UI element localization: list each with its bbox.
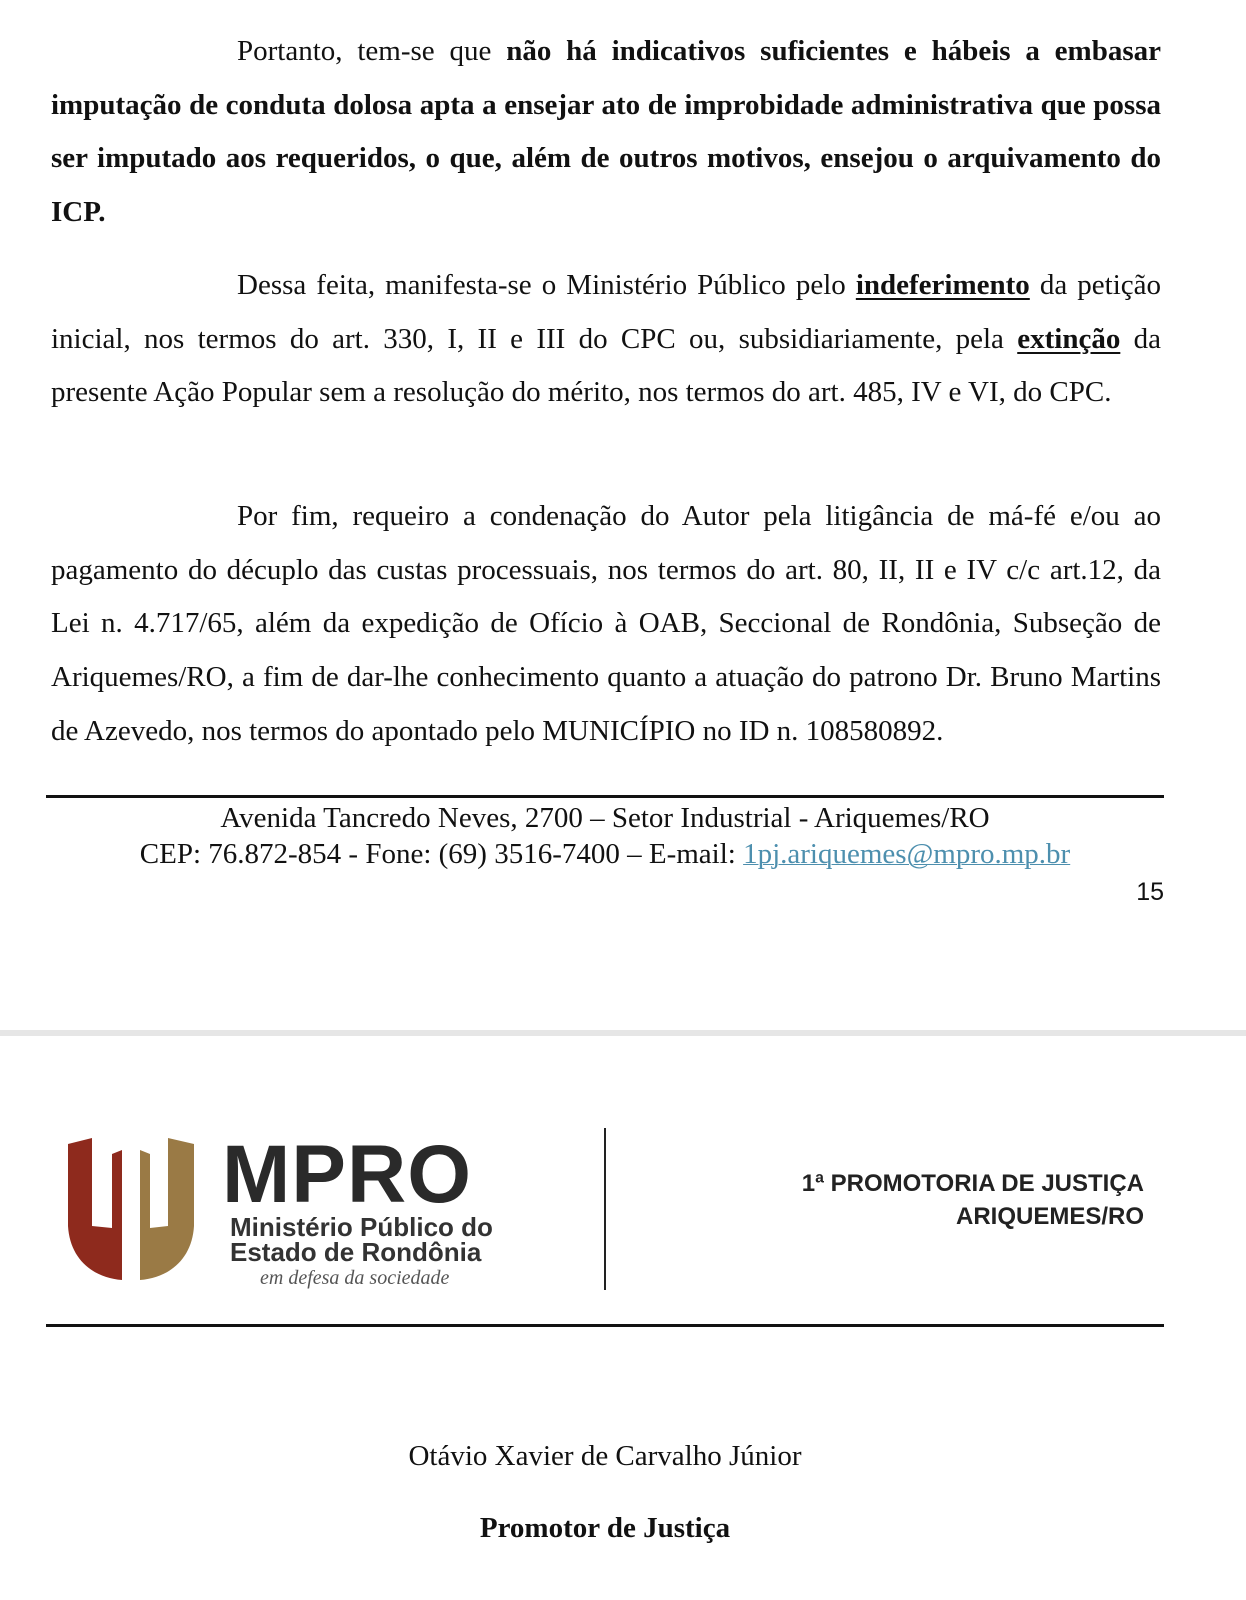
header-divider — [46, 1324, 1164, 1327]
paragraph-text: da presente Ação Popular sem a resolução do mérito, nos termos do art. 485, IV e VI, do CPC. — [51, 322, 1162, 409]
emphasis-indeferimento: indeferimento — [855, 269, 1030, 301]
emphasis-extincao: extinção — [1017, 322, 1121, 355]
brand-subtitle: Ministério Público do — [230, 1212, 493, 1242]
brand-block — [222, 1129, 493, 1290]
office-city: ARIQUEMES/RO — [955, 1203, 1144, 1230]
footer-contact — [46, 836, 1164, 872]
paragraph-lead-text: Portanto, tem-se que — [237, 35, 507, 67]
paragraph-final-request — [51, 490, 1161, 759]
email-link[interactable]: 1pj.ariquemes@mpro.mp.br — [743, 838, 1071, 870]
paragraph-bold-text: não há indicativos suficientes e hábeis a embasar imputação de conduta dolosa apta a ensejar ato de improbidade administrativa que possa ser imputado aos requeridos, o que, além de outros motivos, ensejou o arquivamento do ICP. — [51, 35, 1162, 229]
footer-divider — [46, 795, 1164, 798]
header-vertical-divider — [604, 1128, 606, 1290]
paragraph-text: da petição inicial, nos termos do art. 330, I, II e III do CPC ou, subsidiariamente, pela — [51, 269, 1162, 355]
page-separator — [0, 1030, 1246, 1036]
signatory-title: Promotor de Justiça — [479, 1512, 731, 1544]
paragraph-request — [51, 259, 1161, 420]
office-name: 1ª PROMOTORIA DE JUSTIÇA — [801, 1170, 1144, 1197]
page-number: 15 — [1136, 878, 1164, 906]
brand-name: MPRO — [222, 1129, 472, 1220]
mpro-logo-icon — [62, 1130, 202, 1290]
paragraph-text: Dessa feita, manifesta-se o Ministério Público pelo — [237, 269, 856, 301]
signatory-name: Otávio Xavier de Carvalho Júnior — [408, 1440, 802, 1472]
paragraph-conclusion — [51, 25, 1161, 240]
footer-contact-text: CEP: 76.872-854 - Fone: (69) 3516-7400 – E-mail: — [139, 838, 744, 870]
brand-tagline: em defesa da sociedade — [260, 1267, 450, 1289]
footer-address: Avenida Tancredo Neves, 2700 – Setor Industrial - Ariquemes/RO — [220, 802, 990, 834]
paragraph-text: Por fim, requeiro a condenação do Autor pela litigância de má-fé e/ou ao pagamento do décuplo das custas processuais, nos termos do art. 80, II, II e IV c/c art.12, da Lei n. 4.717/65, além da expedição de Ofício à OAB, Seccional de Rondônia, Subseção de Ariquemes/RO, a fim de dar-lhe conhecimento quanto a atuação do patrono Dr. Bruno Martins de Azevedo, nos termos do apontado pelo MUNICÍPIO no ID n. 108580892. — [51, 500, 1161, 747]
brand-subtitle: Estado de Rondônia — [230, 1237, 482, 1267]
